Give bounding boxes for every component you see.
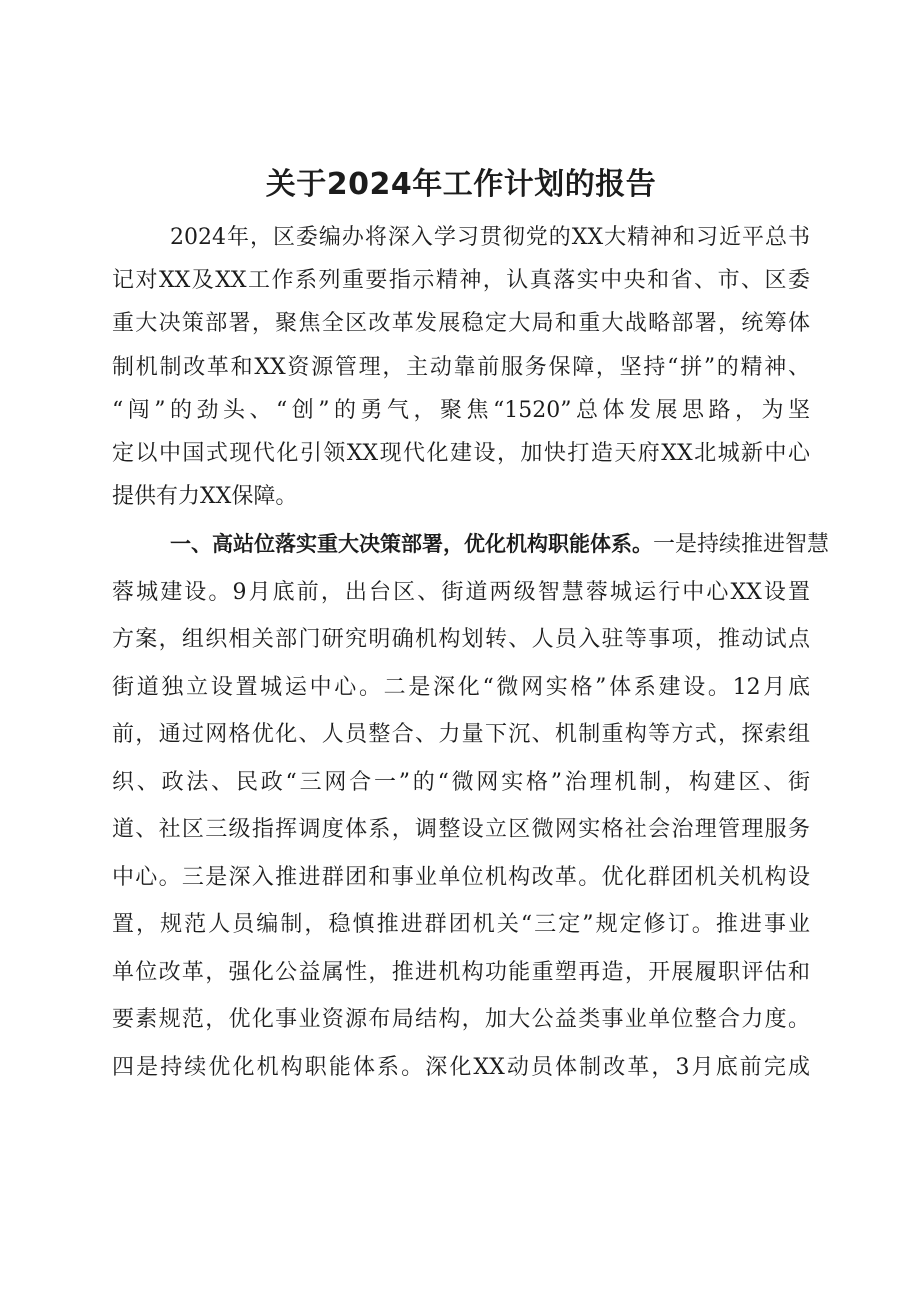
paragraph-line: 定以中国式现代化引领XX现代化建设，加快打造天府XX北城新中心 bbox=[112, 440, 810, 466]
paragraph-line: 蓉城建设。9月底前，出台区、街道两级智慧蓉城运行中心XX设置 bbox=[112, 579, 810, 605]
paragraph-line: 织、政法、民政“三网合一”的“微网实格”治理机制，构建区、街 bbox=[112, 769, 810, 795]
paragraph-line: 置，规范人员编制，稳慎推进群团机关“三定”规定修订。推进事业 bbox=[112, 912, 810, 937]
paragraph-line: 中心。三是深入推进群团和事业单位机构改革。优化群团机关机构设 bbox=[112, 864, 810, 890]
paragraph-section-one bbox=[112, 521, 830, 1091]
paragraph-line: “闯”的劲头、“创”的勇气，聚焦“1520”总体发展思路，为坚 bbox=[112, 397, 810, 423]
document-title: 关于2024年工作计划的报告 bbox=[265, 167, 657, 202]
paragraph-line: 前，通过网格优化、人员整合、力量下沉、机制重构等方式，探索组 bbox=[112, 722, 810, 747]
paragraph-line: 四是持续优化机构职能体系。深化XX动员体制改革，3月底前完成 bbox=[112, 1054, 810, 1080]
paragraph-line: 单位改革，强化公益属性，推进机构功能重塑再造，开展履职评估和 bbox=[112, 959, 810, 985]
paragraph-line: 提供有力XX保障。 bbox=[112, 484, 298, 510]
paragraph-line: 重大决策部署，聚焦全区改革发展稳定大局和重大战略部署，统筹体 bbox=[112, 311, 810, 337]
paragraph-intro bbox=[112, 216, 810, 518]
paragraph-line: 记对XX及XX工作系列重要指示精神，认真落实中央和省、市、区委 bbox=[112, 268, 810, 294]
section-text-run: 一是持续推进智慧 bbox=[653, 532, 830, 557]
paragraph-line: 方案，组织相关部门研究明确机构划转、人员入驻等事项，推动试点 bbox=[112, 627, 810, 652]
paragraph-line: 要素规范，优化事业资源布局结构，加大公益类事业单位整合力度。 bbox=[112, 1007, 810, 1032]
paragraph-line: 2024年，区委编办将深入学习贯彻党的XX大精神和习近平总书 bbox=[170, 225, 810, 250]
paragraph-line: 制机制改革和XX资源管理，主动靠前服务保障，坚持“拼”的精神、 bbox=[112, 354, 810, 380]
paragraph-line: 道、社区三级指挥调度体系，调整设立区微网实格社会治理管理服务 bbox=[112, 817, 810, 842]
section-heading: 一、高站位落实重大决策部署，优化机构职能体系。 bbox=[170, 532, 653, 556]
paragraph-line bbox=[112, 521, 830, 569]
paragraph-line: 街道独立设置城运中心。二是深化“微网实格”体系建设。12月底 bbox=[112, 674, 810, 700]
